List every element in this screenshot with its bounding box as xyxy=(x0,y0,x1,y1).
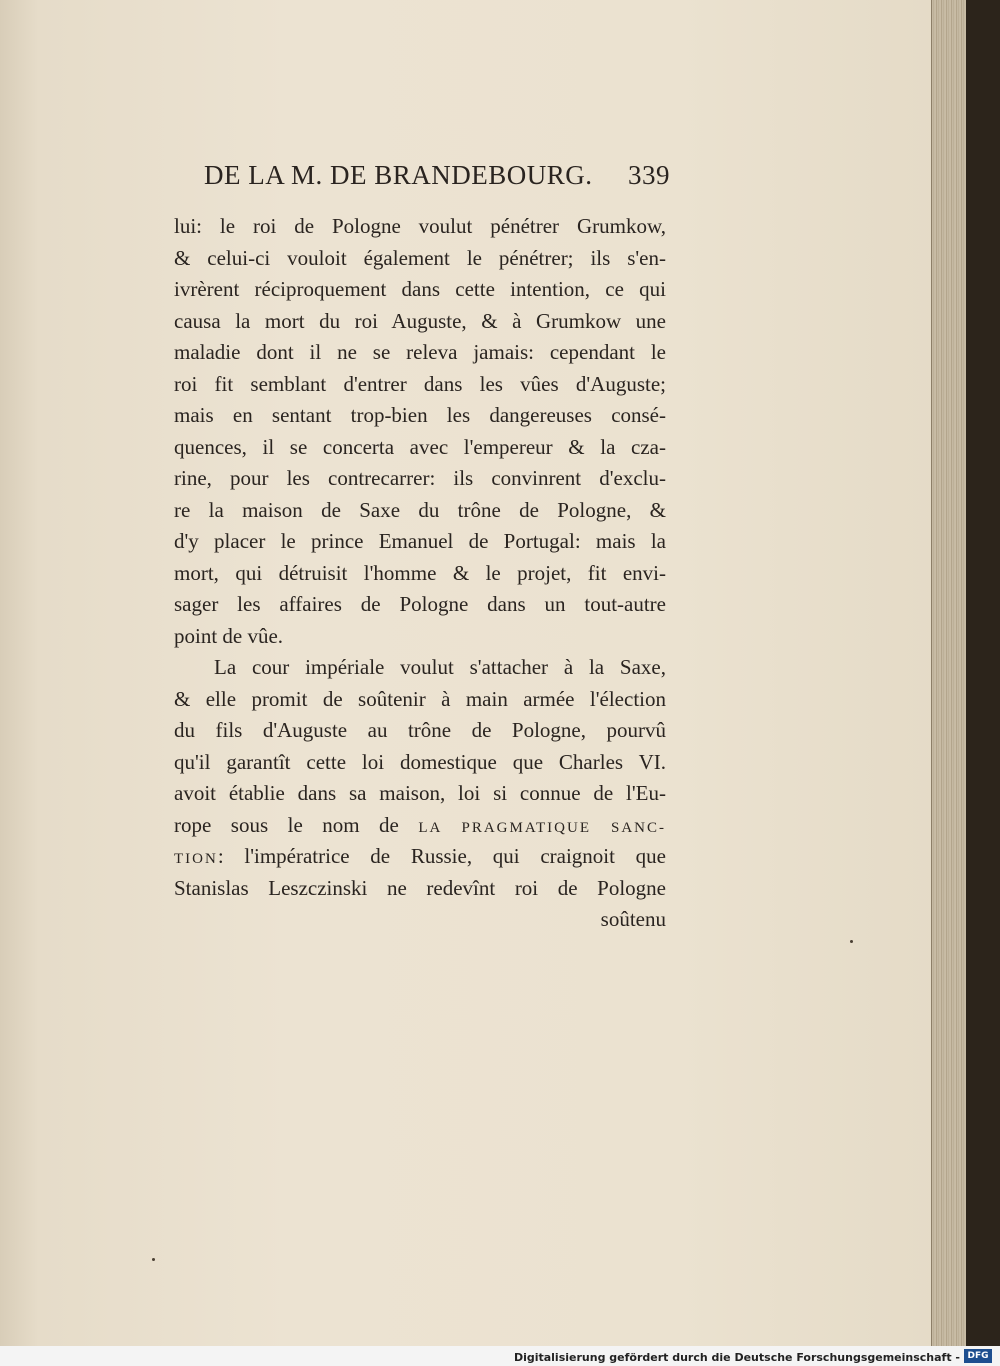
text-segment: ivrèrent réciproquement dans cette intention, ce qui xyxy=(174,277,666,301)
text-segment: sager les affaires de Pologne dans un tout-autre xyxy=(174,592,666,616)
text-segment: & celui-ci vouloit également le pénétrer; ils s'en- xyxy=(174,245,666,270)
text-segment: du fils d'Auguste au trône de Pologne, pourvû xyxy=(174,718,666,742)
text-line xyxy=(174,652,666,684)
text-line xyxy=(174,400,666,432)
text-segment: quences, il se concerta avec l'empereur & la cza- xyxy=(174,434,666,459)
small-caps-segment: TION xyxy=(174,851,218,867)
page-edges xyxy=(931,0,966,1346)
page-number: 339 xyxy=(628,160,670,190)
ink-speck xyxy=(152,1258,155,1261)
text-line xyxy=(174,337,666,369)
text-line xyxy=(174,873,666,905)
text-segment: mais en sentant trop-bien les dangereuses consé- xyxy=(174,403,666,427)
dfg-logo: DFG xyxy=(964,1349,992,1363)
text-line xyxy=(174,684,666,716)
text-segment: point de vûe. xyxy=(174,623,284,648)
text-segment: La cour impériale voulut s'attacher à la Saxe, xyxy=(214,655,666,679)
text-segment: d'y placer le prince Emanuel de Portugal: mais la xyxy=(174,529,666,553)
text-segment: soûtenu xyxy=(600,907,666,931)
text-segment: re la maison de Saxe du trône de Pologne, & xyxy=(174,497,666,522)
text-line xyxy=(174,904,666,936)
text-line xyxy=(174,274,666,306)
text-line xyxy=(174,589,666,621)
text-segment: causa la mort du roi Auguste, & à Grumkow une xyxy=(174,308,666,333)
text-line xyxy=(174,369,666,401)
text-line xyxy=(174,463,666,495)
text-segment: roi fit semblant d'entrer dans les vûes d'Auguste; xyxy=(174,371,666,396)
digitization-credit: Digitalisierung gefördert durch die Deutsche Forschungsgemeinschaft - xyxy=(513,1351,960,1364)
text-line xyxy=(174,432,666,464)
text-line xyxy=(174,715,666,747)
text-line xyxy=(174,621,666,653)
text-line xyxy=(174,495,666,527)
running-head-title: DE LA M. DE BRANDEBOURG. xyxy=(204,160,593,190)
text-segment: maladie dont il ne se releva jamais: cependant le xyxy=(174,340,666,364)
text-segment: mort, qui détruisit l'homme & le projet, fit envi- xyxy=(174,560,666,585)
small-caps-segment: LA PRAGMATIQUE SANC- xyxy=(418,819,666,836)
text-line xyxy=(174,526,666,558)
text-segment: avoit établie dans sa maison, loi si connue de l'Eu- xyxy=(174,781,666,805)
running-head xyxy=(204,160,670,191)
body-text xyxy=(174,211,666,936)
text-segment: : l'impératrice de Russie, qui craignoit que xyxy=(217,844,666,868)
text-line xyxy=(174,841,666,873)
footer-strip xyxy=(0,1346,1000,1366)
text-line xyxy=(174,306,666,338)
text-line xyxy=(174,211,666,243)
text-segment: rope sous le nom de xyxy=(174,812,419,837)
ink-speck xyxy=(850,940,853,943)
text-segment: rine, pour les contrecarrer: ils convinrent d'exclu- xyxy=(174,466,666,490)
text-line xyxy=(174,747,666,779)
text-line xyxy=(174,243,666,275)
text-segment: & elle promit de soûtenir à main armée l'élection xyxy=(174,686,666,711)
text-segment: lui: le roi de Pologne voulut pénétrer Grumkow, xyxy=(174,214,666,238)
text-line xyxy=(174,778,666,810)
text-segment: qu'il garantît cette loi domestique que Charles VI. xyxy=(174,749,666,774)
text-line xyxy=(174,810,666,842)
text-line xyxy=(174,558,666,590)
text-segment: Stanislas Leszczinski ne redevînt roi de Pologne xyxy=(174,875,666,900)
